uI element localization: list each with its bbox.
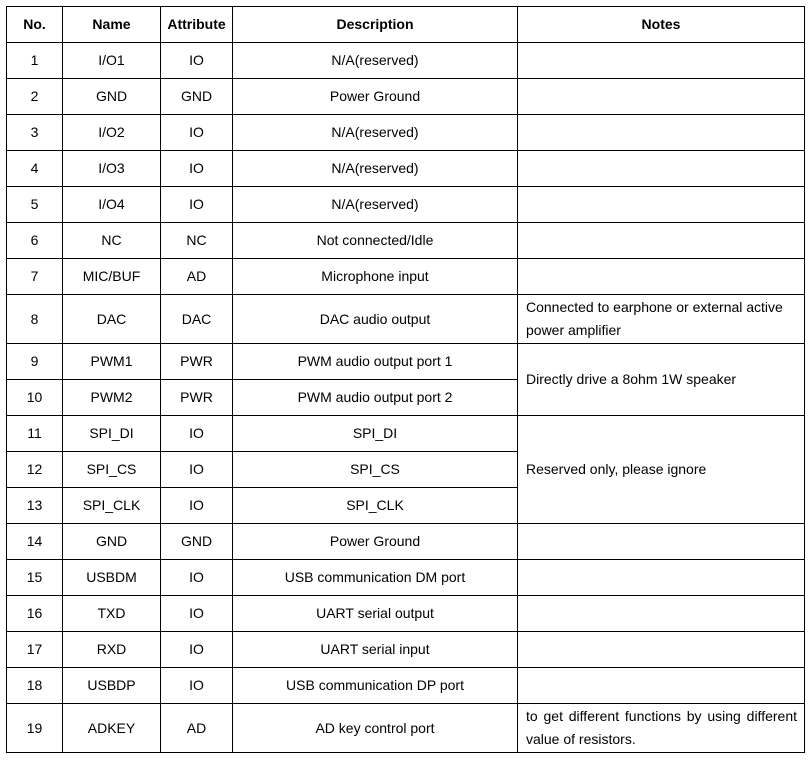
cell-notes [518,596,805,632]
cell-no: 7 [7,259,63,295]
cell-description: SPI_DI [233,416,518,452]
cell-notes [518,223,805,259]
cell-name: I/O4 [63,187,161,223]
cell-attribute: PWR [161,344,233,380]
cell-notes [518,187,805,223]
cell-attribute: IO [161,668,233,704]
cell-no: 8 [7,295,63,344]
table-row [7,416,805,452]
cell-no: 13 [7,488,63,524]
cell-description: DAC audio output [233,295,518,344]
cell-attribute: IO [161,560,233,596]
cell-description: N/A(reserved) [233,187,518,223]
cell-attribute: GND [161,524,233,560]
cell-attribute: IO [161,596,233,632]
cell-notes [518,151,805,187]
cell-name: GND [63,524,161,560]
table-row [7,632,805,668]
cell-name: NC [63,223,161,259]
cell-attribute: IO [161,632,233,668]
table-row [7,223,805,259]
cell-notes [518,560,805,596]
cell-attribute: IO [161,187,233,223]
table-row [7,596,805,632]
cell-name: TXD [63,596,161,632]
cell-name: RXD [63,632,161,668]
cell-attribute: IO [161,115,233,151]
cell-name: I/O2 [63,115,161,151]
cell-no: 3 [7,115,63,151]
cell-notes [518,79,805,115]
cell-description: USB communication DP port [233,668,518,704]
table-row [7,668,805,704]
cell-no: 17 [7,632,63,668]
cell-attribute: AD [161,259,233,295]
cell-name: DAC [63,295,161,344]
header-row [7,7,805,43]
table-row [7,151,805,187]
table-row [7,43,805,79]
table-row [7,704,805,753]
cell-attribute: NC [161,223,233,259]
cell-no: 10 [7,380,63,416]
cell-attribute: IO [161,416,233,452]
cell-description: UART serial output [233,596,518,632]
cell-name: SPI_CS [63,452,161,488]
cell-name: PWM2 [63,380,161,416]
table-row [7,524,805,560]
cell-no: 16 [7,596,63,632]
cell-name: I/O1 [63,43,161,79]
table-row [7,560,805,596]
cell-name: ADKEY [63,704,161,753]
cell-name: PWM1 [63,344,161,380]
cell-notes [518,115,805,151]
cell-notes [518,259,805,295]
cell-name: SPI_DI [63,416,161,452]
cell-description: N/A(reserved) [233,115,518,151]
cell-no: 4 [7,151,63,187]
cell-attribute: AD [161,704,233,753]
table-row [7,344,805,380]
header-no: No. [7,7,63,43]
cell-notes: to get different functions by using different value of resistors. [518,704,805,753]
cell-name: USBDM [63,560,161,596]
cell-notes [518,668,805,704]
cell-description: PWM audio output port 1 [233,344,518,380]
cell-notes-merged: Directly drive a 8ohm 1W speaker [518,344,805,416]
cell-description: Power Ground [233,79,518,115]
cell-name: USBDP [63,668,161,704]
cell-attribute: IO [161,488,233,524]
cell-description: UART serial input [233,632,518,668]
header-name: Name [63,7,161,43]
cell-attribute: IO [161,43,233,79]
cell-name: MIC/BUF [63,259,161,295]
cell-description: Power Ground [233,524,518,560]
cell-no: 2 [7,79,63,115]
cell-attribute: GND [161,79,233,115]
cell-no: 1 [7,43,63,79]
cell-description: USB communication DM port [233,560,518,596]
header-notes: Notes [518,7,805,43]
header-description: Description [233,7,518,43]
cell-name: GND [63,79,161,115]
cell-description: Microphone input [233,259,518,295]
table-row [7,79,805,115]
cell-no: 14 [7,524,63,560]
cell-description: AD key control port [233,704,518,753]
cell-notes-merged: Reserved only, please ignore [518,416,805,524]
cell-notes [518,524,805,560]
cell-no: 6 [7,223,63,259]
cell-name: I/O3 [63,151,161,187]
cell-attribute: IO [161,151,233,187]
cell-attribute: PWR [161,380,233,416]
cell-no: 9 [7,344,63,380]
table-row [7,115,805,151]
cell-attribute: IO [161,452,233,488]
cell-notes [518,632,805,668]
cell-no: 12 [7,452,63,488]
cell-description: PWM audio output port 2 [233,380,518,416]
cell-description: SPI_CS [233,452,518,488]
table-row [7,259,805,295]
cell-description: N/A(reserved) [233,43,518,79]
cell-notes: Connected to earphone or external active power amplifier [518,295,805,344]
cell-description: Not connected/Idle [233,223,518,259]
cell-description: N/A(reserved) [233,151,518,187]
cell-no: 11 [7,416,63,452]
header-attribute: Attribute [161,7,233,43]
cell-no: 5 [7,187,63,223]
pin-table [6,6,805,753]
table-row [7,187,805,223]
table-row [7,295,805,344]
cell-no: 19 [7,704,63,753]
cell-description: SPI_CLK [233,488,518,524]
cell-attribute: DAC [161,295,233,344]
cell-notes [518,43,805,79]
cell-no: 18 [7,668,63,704]
cell-no: 15 [7,560,63,596]
cell-name: SPI_CLK [63,488,161,524]
